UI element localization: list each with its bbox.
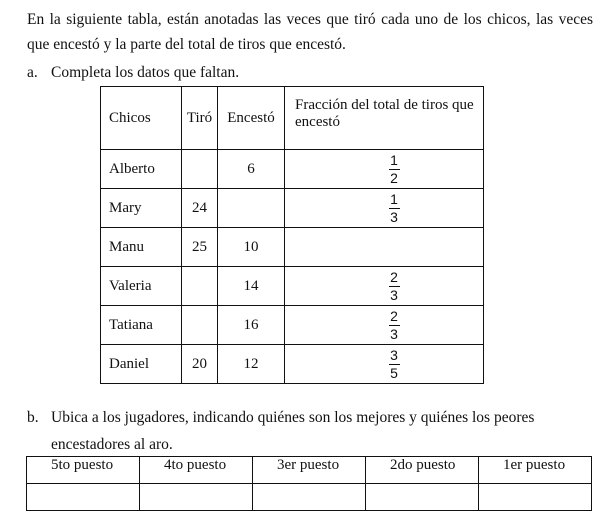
item-a-letter: a.: [27, 64, 38, 81]
cell-tiro[interactable]: [182, 150, 218, 189]
item-b: [27, 404, 593, 458]
cell-tiro: 24: [182, 189, 218, 228]
cell-tiro[interactable]: [182, 306, 218, 345]
fraction-denominator: 2: [390, 169, 398, 186]
cell-name: Mary: [101, 189, 182, 228]
cell-encesto: 14: [218, 267, 285, 306]
item-b-line1: [27, 404, 593, 431]
fraction: [389, 348, 400, 381]
fraction: [389, 270, 400, 303]
cell-fraction: [285, 267, 484, 306]
cell-fraction: [285, 345, 484, 384]
ranking-answer-cell-5[interactable]: [27, 484, 140, 511]
fraction-numerator: 2: [390, 268, 398, 285]
fraction: [389, 192, 400, 225]
intro-paragraph: En la siguiente tabla, están anotadas las veces que tiró cada uno de los chicos, las veces que encestó y la parte del total de tiros que encestó.: [27, 11, 593, 53]
fraction-denominator: 3: [390, 325, 398, 342]
item-a-text: Completa los datos que faltan.: [51, 64, 240, 81]
cell-name: Daniel: [101, 345, 182, 384]
cell-encesto: 16: [218, 306, 285, 345]
ranking-header-2: 2do puesto: [366, 457, 479, 484]
table-row: [101, 267, 484, 306]
cell-tiro: 25: [182, 228, 218, 267]
shots-table: [100, 86, 484, 384]
cell-fraction: [285, 189, 484, 228]
ranking-table: [26, 456, 592, 511]
ranking-header-1: 1er puesto: [479, 457, 592, 484]
fraction: [389, 309, 400, 342]
cell-name: Tatiana: [101, 306, 182, 345]
table-row: [101, 306, 484, 345]
ranking-answer-cell-2[interactable]: [366, 484, 479, 511]
ranking-answer-cell-4[interactable]: [140, 484, 253, 511]
fraction-numerator: 1: [390, 151, 398, 168]
item-b-line2: encestadores al aro.: [51, 436, 173, 453]
ranking-answer-row: [27, 484, 592, 511]
ranking-header-5: 5to puesto: [27, 457, 140, 484]
ranking-header-4: 4to puesto: [140, 457, 253, 484]
ranking-header-row: [27, 457, 592, 484]
table-row: [101, 228, 484, 267]
cell-name: Alberto: [101, 150, 182, 189]
shots-table-header-row: [101, 87, 484, 150]
table-row: [101, 150, 484, 189]
header-encesto: Encestó: [218, 87, 285, 150]
item-a: [27, 63, 239, 83]
header-tiro: Tiró: [182, 87, 218, 150]
fraction-denominator: 3: [390, 286, 398, 303]
cell-fraction: [285, 150, 484, 189]
header-chicos: Chicos: [101, 87, 182, 150]
cell-encesto: 6: [218, 150, 285, 189]
fraction: [389, 153, 400, 186]
cell-encesto: 10: [218, 228, 285, 267]
ranking-header-3: 3er puesto: [253, 457, 366, 484]
fraction-denominator: 5: [390, 364, 398, 381]
ranking-answer-cell-3[interactable]: [253, 484, 366, 511]
cell-fraction-empty[interactable]: [285, 228, 484, 267]
header-fraccion: Fracción del total de tiros que encestó: [285, 87, 484, 150]
cell-encesto: 12: [218, 345, 285, 384]
fraction-numerator: 1: [390, 190, 398, 207]
cell-tiro: 20: [182, 345, 218, 384]
fraction-numerator: 3: [390, 346, 398, 363]
table-row: [101, 345, 484, 384]
fraction-denominator: 3: [390, 208, 398, 225]
cell-fraction: [285, 306, 484, 345]
fraction-numerator: 2: [390, 307, 398, 324]
cell-tiro[interactable]: [182, 267, 218, 306]
cell-encesto[interactable]: [218, 189, 285, 228]
item-b-text: Ubica a los jugadores, indicando quiénes son los mejores y quiénes los peores: [51, 409, 535, 426]
table-row: [101, 189, 484, 228]
cell-name: Manu: [101, 228, 182, 267]
cell-name: Valeria: [101, 267, 182, 306]
ranking-answer-cell-1[interactable]: [479, 484, 592, 511]
item-b-letter: b.: [27, 409, 39, 426]
